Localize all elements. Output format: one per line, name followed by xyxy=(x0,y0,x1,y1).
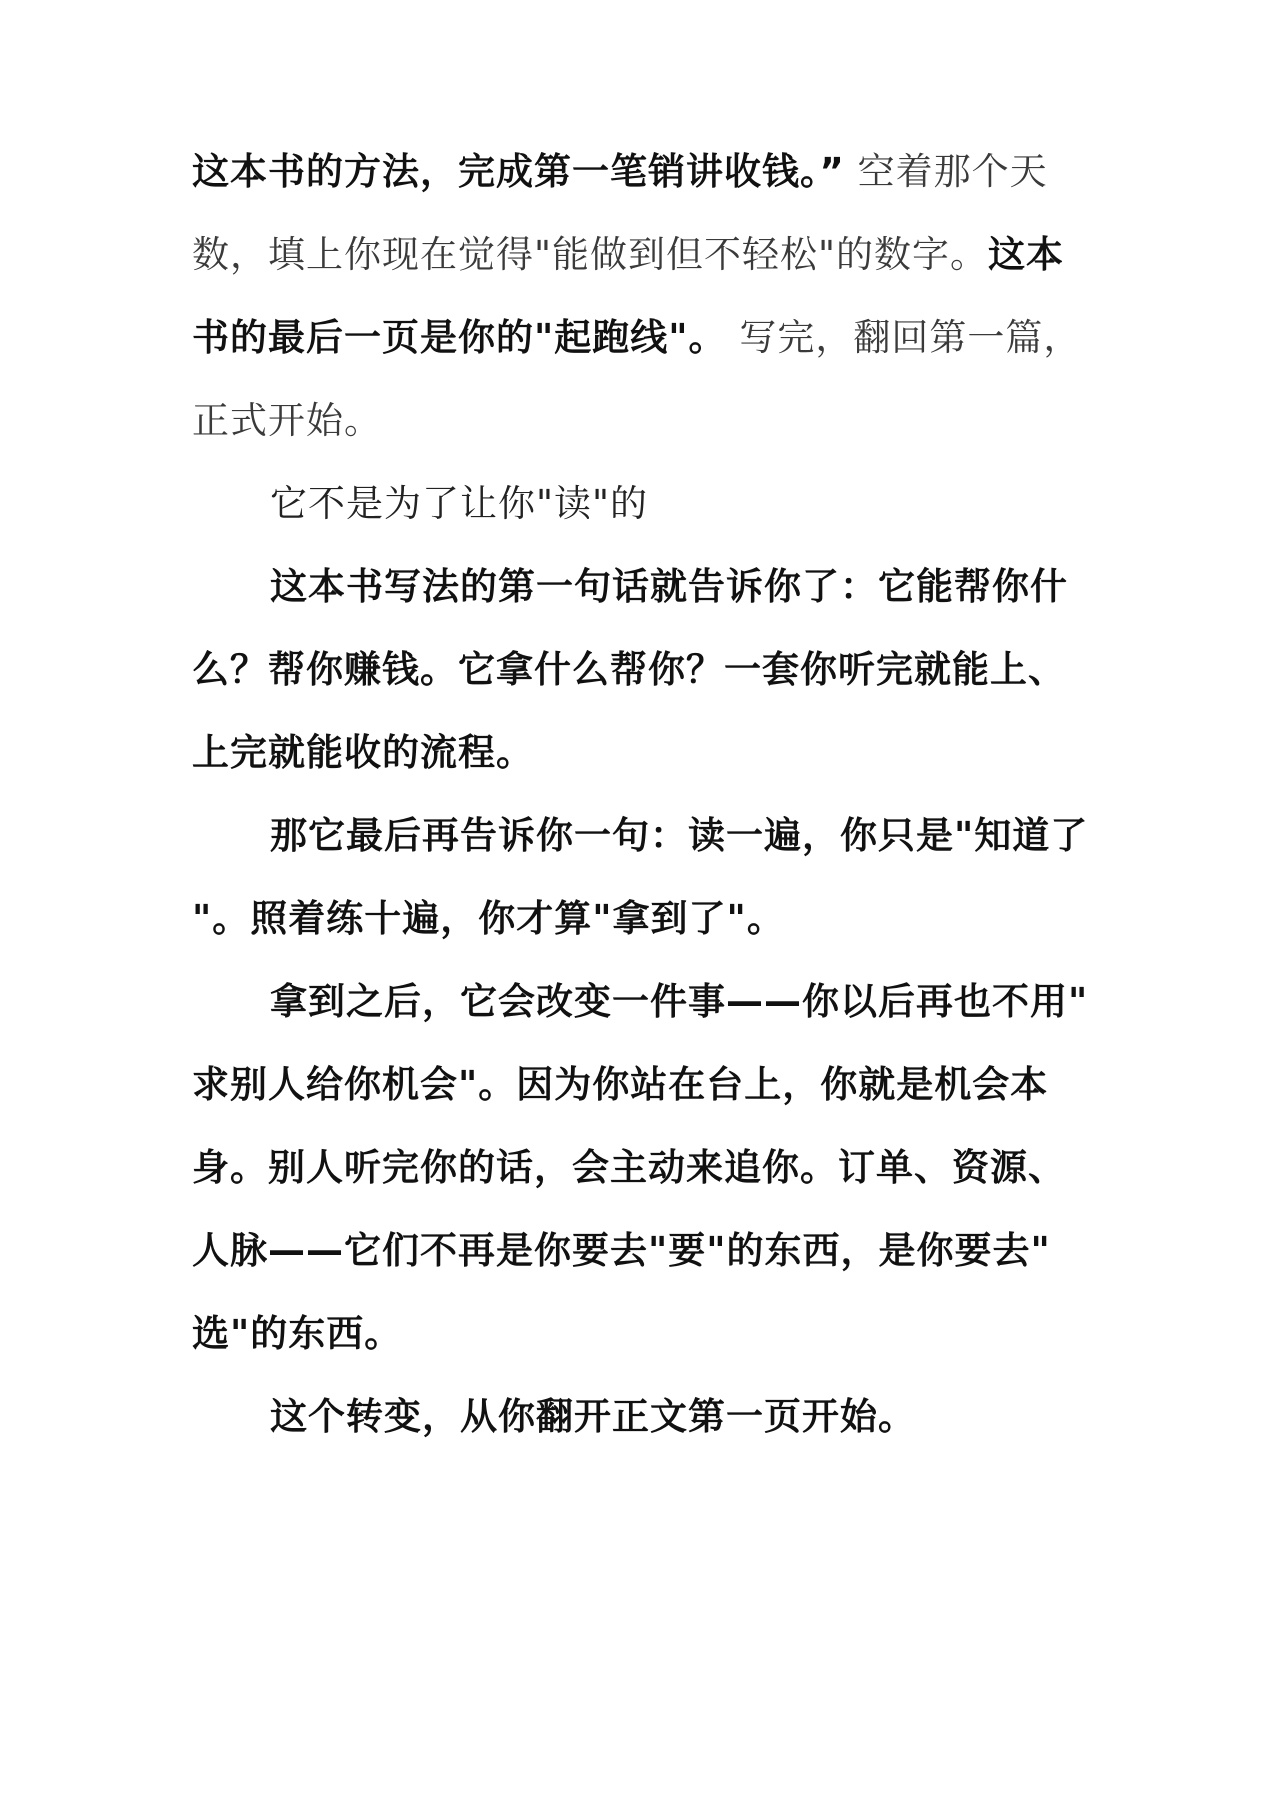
text-line xyxy=(192,130,1082,213)
paragraph-5 xyxy=(192,1375,1082,1458)
text-line xyxy=(192,462,1082,545)
text-run: 它不是为了让你"读"的 xyxy=(270,482,649,525)
text-run: 身。别人听完你的话，会主动来追你。订单、资源、 xyxy=(192,1146,1066,1189)
text-line xyxy=(192,877,1082,960)
section-heading xyxy=(192,462,1082,545)
text-line xyxy=(192,213,1082,296)
text-run: 求别人给你机会"。因为你站在台上，你就是机会本 xyxy=(192,1063,1049,1106)
text-run: 写完，翻回第一篇， xyxy=(726,316,1082,359)
text-run: 这本书的方法，完成第一笔销讲收钱。” xyxy=(192,150,845,193)
text-run: 上完就能收的流程。 xyxy=(192,731,534,774)
text-line xyxy=(192,1209,1082,1292)
text-run: 这本 xyxy=(988,233,1065,276)
text-run: 选"的东西。 xyxy=(192,1312,403,1355)
text-run: 正式开始。 xyxy=(192,399,382,442)
text-run: 空着那个天 xyxy=(844,150,1048,193)
text-line xyxy=(192,296,1082,379)
text-line xyxy=(192,545,1082,628)
text-run: 么？帮你赚钱。它拿什么帮你？一套你听完就能上、 xyxy=(192,648,1066,691)
text-run: 这本书写法的第一句话就告诉你了：它能帮你什 xyxy=(270,565,1068,608)
paragraph-1 xyxy=(192,130,1082,462)
text-run: 拿到之后，它会改变一件事——你以后再也不用" xyxy=(270,980,1089,1023)
text-line xyxy=(192,1043,1082,1126)
text-line xyxy=(192,1126,1082,1209)
text-line xyxy=(192,1375,1082,1458)
text-run: 书的最后一页是你的"起跑线"。 xyxy=(192,316,727,359)
text-line xyxy=(192,794,1089,877)
body-text xyxy=(192,130,1089,1458)
paragraph-4 xyxy=(192,960,1089,1375)
text-run: 那它最后再告诉你一句：读一遍，你只是"知道了 xyxy=(270,814,1089,857)
text-line xyxy=(192,628,1082,711)
text-run: "。照着练十遍，你才算"拿到了"。 xyxy=(192,897,785,940)
text-line xyxy=(192,1292,1082,1375)
text-run: 人脉——它们不再是你要去"要"的东西，是你要去" xyxy=(192,1229,1051,1272)
text-line xyxy=(192,960,1089,1043)
text-run: 这个转变，从你翻开正文第一页开始。 xyxy=(270,1395,916,1438)
paragraph-3 xyxy=(192,794,1089,960)
paragraph-2 xyxy=(192,545,1082,794)
text-run: 数，填上你现在觉得"能做到但不轻松"的数字。 xyxy=(192,233,989,276)
text-line xyxy=(192,711,1082,794)
text-line xyxy=(192,379,1082,462)
